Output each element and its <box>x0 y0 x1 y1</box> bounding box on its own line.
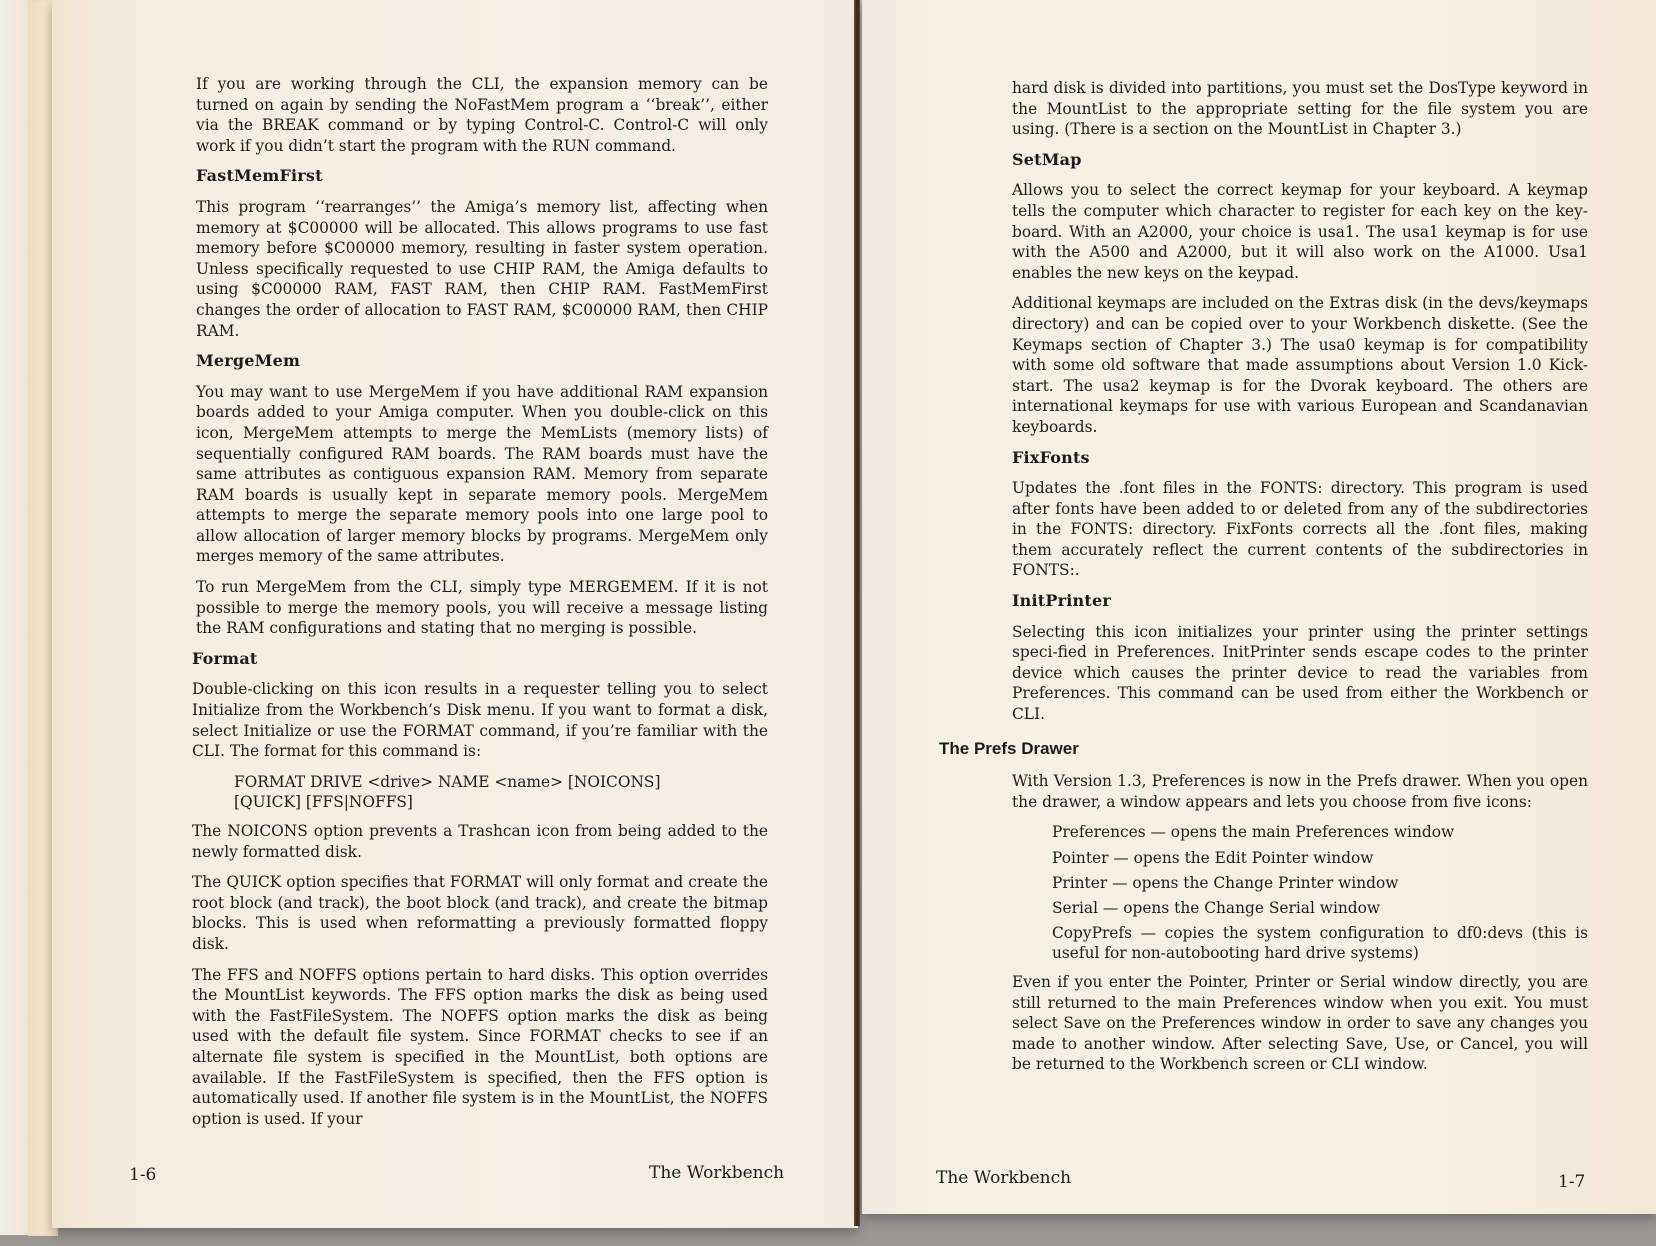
left-page-body <box>192 74 768 1139</box>
right-page-body <box>939 78 1588 1085</box>
command-line: FORMAT DRIVE <drive> NAME <name> [NOICONS] <box>234 772 661 791</box>
paragraph: Selecting this icon initializes your printer using the printer settings speci-fied in Preferences. InitPrinter sends escape codes to the printer device which causes the printer device to read the variables from Preferences. This command can be used from either the Workbench or CLI. <box>1012 622 1588 724</box>
section-heading-initprinter: InitPrinter <box>1012 591 1111 611</box>
paragraph: To run MergeMem from the CLI, simply type MERGEMEM. If it is not possible to merge the memory pools, you will receive a message listing the RAM configurations and stating that no merging is possible. <box>196 578 768 638</box>
running-head-right: The Workbench <box>936 1168 1072 1188</box>
running-head-left: The Workbench <box>649 1163 785 1183</box>
paragraph: With Version 1.3, Preferences is now in the Prefs drawer. When you open the drawer, a window appears and lets you choose from five icons: <box>1012 772 1588 811</box>
command-syntax <box>234 772 768 813</box>
section-heading-mergemem: MergeMem <box>196 351 301 371</box>
list-item: CopyPrefs — copies the system configuration to df0:devs (this is useful for non-autobooting hard drive systems) <box>1052 923 1588 963</box>
paragraph: The QUICK option specifies that FORMAT will only format and create the root block (and track), the boot block (and track), and create the bitmap blocks. This is used when reformatting a previously formatted floppy disk. <box>192 873 768 953</box>
page-number-right: 1-7 <box>1558 1172 1586 1192</box>
book-spine <box>854 0 860 1226</box>
list-item: Printer — opens the Change Printer window <box>1052 873 1399 892</box>
major-heading-prefs-drawer: The Prefs Drawer <box>939 738 1079 758</box>
list-item: Preferences — opens the main Preferences window <box>1052 823 1455 842</box>
paragraph: Allows you to select the correct keymap for your keyboard. A keymap tells the computer which character to register for each key on the key-board. With an A2000, your choice is usa1. The usa1 keymap is for use with the A500 and A2000, but it will also work on the A1000. Usa1 enables the new keys on the keypad. <box>1012 181 1588 282</box>
paragraph: Updates the .font files in the FONTS: directory. This program is used after fonts have been added to or deleted from any of the subdirectories in the FONTS: directory. FixFonts corrects all the .font files, making them accurately reflect the current contents of the subdirectories in FONTS:. <box>1012 479 1588 580</box>
section-heading-format: Format <box>192 648 258 668</box>
prefs-icon-list <box>1052 822 1588 964</box>
command-line: [QUICK] [FFS|NOFFS] <box>234 793 413 812</box>
paragraph: Even if you enter the Pointer, Printer or Serial window directly, you are still returned to the main Preferences window when you exit. You must select Save on the Preferences window in order to save any changes you made to another window. After selecting Save, Use, or Cancel, you will be returned to the Workbench screen or CLI window. <box>1012 972 1588 1074</box>
section-heading-setmap: SetMap <box>1012 149 1082 169</box>
paragraph: The NOICONS option prevents a Trashcan icon from being added to the newly formatted disk. <box>192 822 768 861</box>
intro-paragraph: hard disk is divided into partitions, you must set the DosType keyword in the MountList to the appropriate setting for the file system you are using. (There is a section on the MountList in Chapter 3.) <box>1012 79 1588 139</box>
list-item: Serial — opens the Change Serial window <box>1052 898 1381 917</box>
paragraph: This program ‘‘rearranges’’ the Amiga’s memory list, affecting when memory at $C00000 will be allocated. This allows programs to use fast memory before $C00000 memory, resulting in faster system operation. Unless specifically requested to use CHIP RAM, the Amiga defaults to using $C00000 RAM, FAST RAM, then CHIP RAM. FastMemFirst changes the order of allocation to FAST RAM, $C00000 RAM, then CHIP RAM. <box>196 197 768 340</box>
intro-paragraph: If you are working through the CLI, the expansion memory can be turned on again by sending the NoFastMem program a ‘‘break’’, either via the BREAK command or by typing Control-C. Control-C will only work if you didn’t start the program with the RUN command. <box>196 75 768 155</box>
paragraph: Additional keymaps are included on the Extras disk (in the devs/keymaps directory) and can be copied over to your Workbench diskette. (See the Keymaps section of Chapter 3.) The usa0 keymap is for compatibility with some old software that made assumptions about Version 1.0 Kick-start. The usa2 keymap is for the Dvorak keyboard. The others are international keymaps for use with various European and Scandanavian keyboards. <box>1012 294 1588 436</box>
paragraph: You may want to use MergeMem if you have additional RAM expansion boards added to your Amiga computer. When you double-click on this icon, MergeMem attempts to merge the MemLists (memory lists) of sequentially configured RAM boards. The RAM boards must have the same attributes as contiguous expansion RAM. Memory from separate RAM boards is usually kept in separate memory pools. MergeMem attempts to merge the separate memory pools into one large pool to allow allocation of larger memory blocks by programs. MergeMem only merges memory of the same attributes. <box>196 382 768 566</box>
paragraph: Double-clicking on this icon results in a requester telling you to select Initialize from the Workbench’s Disk menu. If you want to format a disk, select Initialize or use the FORMAT command, if you’re familiar with the CLI. The format for this command is: <box>192 680 768 761</box>
section-heading-fastmemfirst: FastMemFirst <box>196 166 323 186</box>
page-number-left: 1-6 <box>129 1165 157 1185</box>
paragraph: The FFS and NOFFS options pertain to hard disks. This option overrides the MountList keywords. The FFS option marks the disk as being used with the FastFileSystem. The NOFFS option marks the disk as being used with the default file system. Since FORMAT checks to see if an alternate file system is specified in the MountList, both options are available. If the FastFileSystem is specified, then the FFS option is automatically used. If another file system is in the MountList, the NOFFS option is used. If your <box>192 965 768 1128</box>
section-heading-fixfonts: FixFonts <box>1012 447 1090 467</box>
list-item: Pointer — opens the Edit Pointer window <box>1052 848 1374 867</box>
